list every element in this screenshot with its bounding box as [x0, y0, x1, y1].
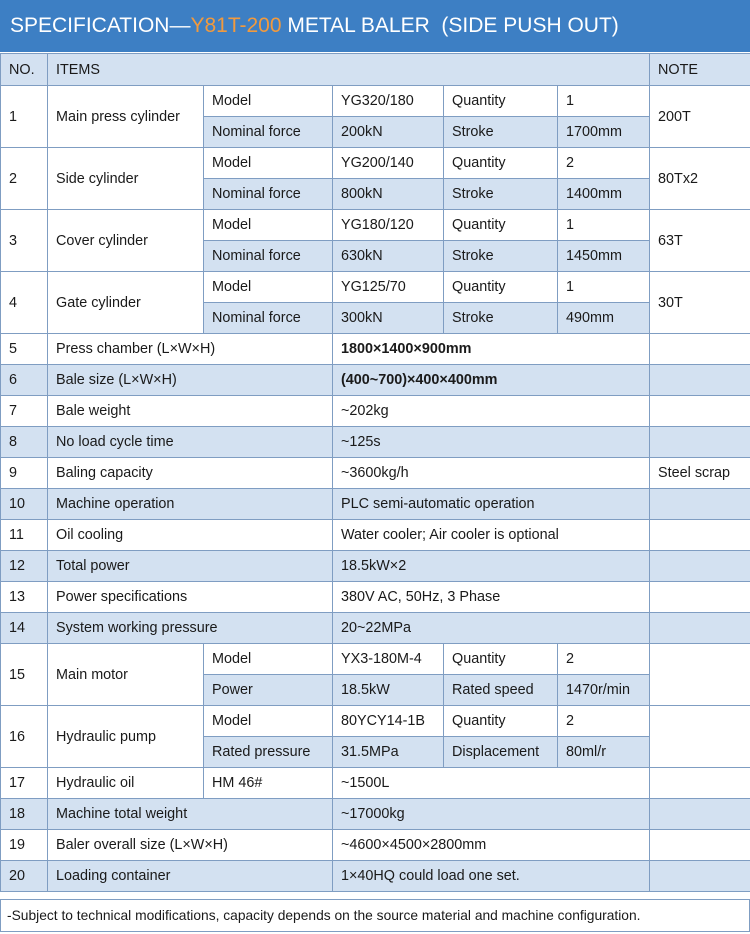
note-cell: [650, 799, 750, 830]
row-number: 14: [1, 613, 48, 644]
note-cell: [650, 613, 750, 644]
param-label: Model: [204, 86, 333, 117]
note-cell: 63T: [650, 210, 750, 272]
table-row: [1, 520, 750, 551]
table-row: [1, 830, 750, 861]
param-label: Quantity: [444, 644, 558, 675]
param-value: YG200/140: [333, 148, 444, 179]
param-value: 1400mm: [558, 179, 650, 210]
param-value: 630kN: [333, 241, 444, 272]
item-name: Main motor: [48, 644, 204, 706]
item-name: No load cycle time: [48, 427, 333, 458]
param-label: Model: [204, 706, 333, 737]
param-label: Nominal force: [204, 179, 333, 210]
param-label: Quantity: [444, 86, 558, 117]
note-cell: [650, 551, 750, 582]
table-row: [1, 613, 750, 644]
param-label: Model: [204, 644, 333, 675]
footnote: -Subject to technical modifications, capacity depends on the source material and machine configuration.: [0, 899, 750, 932]
row-number: 9: [1, 458, 48, 489]
row-number: 2: [1, 148, 48, 210]
param-value: YG320/180: [333, 86, 444, 117]
item-value: ~202kg: [333, 396, 650, 427]
param-value: 80ml/r: [558, 737, 650, 768]
item-value: ~3600kg/h: [333, 458, 650, 489]
param-label: Stroke: [444, 241, 558, 272]
table-header: [1, 54, 750, 86]
item-name: Machine total weight: [48, 799, 333, 830]
note-cell: 30T: [650, 272, 750, 334]
row-number: 10: [1, 489, 48, 520]
item-name: Bale size (L×W×H): [48, 365, 333, 396]
table-row: [1, 706, 750, 737]
param-label: Quantity: [444, 272, 558, 303]
note-cell: [650, 582, 750, 613]
header-no: NO.: [1, 54, 48, 86]
title-suffix: METAL BALER (SIDE PUSH OUT): [281, 14, 619, 37]
param-value: YX3-180M-4: [333, 644, 444, 675]
note-cell: 80Tx2: [650, 148, 750, 210]
table-row: [1, 861, 750, 892]
param-label: Rated speed: [444, 675, 558, 706]
row-number: 15: [1, 644, 48, 706]
header-items: ITEMS: [48, 54, 650, 86]
table-row: [1, 489, 750, 520]
row-number: 20: [1, 861, 48, 892]
item-name: Press chamber (L×W×H): [48, 334, 333, 365]
note-cell: [650, 489, 750, 520]
item-value: PLC semi-automatic operation: [333, 489, 650, 520]
row-number: 12: [1, 551, 48, 582]
item-name: Gate cylinder: [48, 272, 204, 334]
param-value: 18.5kW: [333, 675, 444, 706]
row-number: 5: [1, 334, 48, 365]
param-label: Displacement: [444, 737, 558, 768]
param-value: YG180/120: [333, 210, 444, 241]
note-cell: [650, 334, 750, 365]
item-name: System working pressure: [48, 613, 333, 644]
param-value: 2: [558, 706, 650, 737]
param-value: 1: [558, 86, 650, 117]
item-value: 18.5kW×2: [333, 551, 650, 582]
row-number: 1: [1, 86, 48, 148]
table-row: [1, 148, 750, 179]
item-value: 20~22MPa: [333, 613, 650, 644]
param-label: Quantity: [444, 210, 558, 241]
param-value: 200kN: [333, 117, 444, 148]
row-number: 17: [1, 768, 48, 799]
param-label: Model: [204, 210, 333, 241]
param-value: 1: [558, 210, 650, 241]
item-value: ~17000kg: [333, 799, 650, 830]
item-name: Baler overall size (L×W×H): [48, 830, 333, 861]
note-cell: [650, 520, 750, 551]
param-label: Model: [204, 148, 333, 179]
row-number: 16: [1, 706, 48, 768]
item-name: Side cylinder: [48, 148, 204, 210]
table-row: [1, 799, 750, 830]
note-cell: [650, 830, 750, 861]
header-note: NOTE: [650, 54, 750, 86]
item-value: 1×40HQ could load one set.: [333, 861, 650, 892]
note-cell: Steel scrap: [650, 458, 750, 489]
param-value: 1450mm: [558, 241, 650, 272]
item-value: (400~700)×400×400mm: [333, 365, 650, 396]
item-name: Machine operation: [48, 489, 333, 520]
item-value: 380V AC, 50Hz, 3 Phase: [333, 582, 650, 613]
item-name: Power specifications: [48, 582, 333, 613]
param-value: 2: [558, 148, 650, 179]
table-row: [1, 458, 750, 489]
row-number: 19: [1, 830, 48, 861]
row-number: 6: [1, 365, 48, 396]
item-type: HM 46#: [204, 768, 333, 799]
param-label: Nominal force: [204, 241, 333, 272]
spec-table-body: [1, 54, 750, 892]
row-number: 18: [1, 799, 48, 830]
param-value: 1470r/min: [558, 675, 650, 706]
param-value: 1: [558, 272, 650, 303]
table-row: [1, 582, 750, 613]
note-cell: [650, 644, 750, 706]
table-row: [1, 644, 750, 675]
param-value: 2: [558, 644, 650, 675]
table-row: [1, 365, 750, 396]
param-label: Stroke: [444, 117, 558, 148]
param-value: 31.5MPa: [333, 737, 444, 768]
param-value: 490mm: [558, 303, 650, 334]
param-label: Nominal force: [204, 117, 333, 148]
note-cell: [650, 365, 750, 396]
spec-table: [0, 53, 750, 892]
item-name: Total power: [48, 551, 333, 582]
item-value: Water cooler; Air cooler is optional: [333, 520, 650, 551]
item-name: Hydraulic pump: [48, 706, 204, 768]
row-number: 13: [1, 582, 48, 613]
table-row: [1, 210, 750, 241]
row-number: 8: [1, 427, 48, 458]
param-value: YG125/70: [333, 272, 444, 303]
table-row: [1, 396, 750, 427]
note-cell: [650, 427, 750, 458]
param-label: Stroke: [444, 303, 558, 334]
param-label: Quantity: [444, 148, 558, 179]
param-label: Stroke: [444, 179, 558, 210]
param-label: Power: [204, 675, 333, 706]
param-value: 80YCY14-1B: [333, 706, 444, 737]
spec-title: [0, 0, 750, 52]
item-name: Oil cooling: [48, 520, 333, 551]
row-number: 11: [1, 520, 48, 551]
row-number: 3: [1, 210, 48, 272]
item-name: Loading container: [48, 861, 333, 892]
item-value: ~4600×4500×2800mm: [333, 830, 650, 861]
table-row: [1, 427, 750, 458]
item-name: Hydraulic oil: [48, 768, 204, 799]
item-name: Baling capacity: [48, 458, 333, 489]
param-label: Rated pressure: [204, 737, 333, 768]
item-name: Main press cylinder: [48, 86, 204, 148]
item-name: Cover cylinder: [48, 210, 204, 272]
param-label: Nominal force: [204, 303, 333, 334]
note-cell: [650, 706, 750, 768]
title-prefix: SPECIFICATION—: [10, 14, 191, 37]
table-row: [1, 334, 750, 365]
param-value: 300kN: [333, 303, 444, 334]
param-label: Quantity: [444, 706, 558, 737]
row-number: 4: [1, 272, 48, 334]
item-value: ~125s: [333, 427, 650, 458]
note-cell: 200T: [650, 86, 750, 148]
note-cell: [650, 396, 750, 427]
row-number: 7: [1, 396, 48, 427]
table-row: [1, 768, 750, 799]
table-row: [1, 551, 750, 582]
param-label: Model: [204, 272, 333, 303]
param-value: 800kN: [333, 179, 444, 210]
title-model: Y81T-200: [190, 14, 282, 37]
table-row: [1, 272, 750, 303]
item-name: Bale weight: [48, 396, 333, 427]
param-value: 1700mm: [558, 117, 650, 148]
item-value: 1800×1400×900mm: [333, 334, 650, 365]
note-cell: [650, 768, 750, 799]
item-value: ~1500L: [333, 768, 650, 799]
note-cell: [650, 861, 750, 892]
table-row: [1, 86, 750, 117]
